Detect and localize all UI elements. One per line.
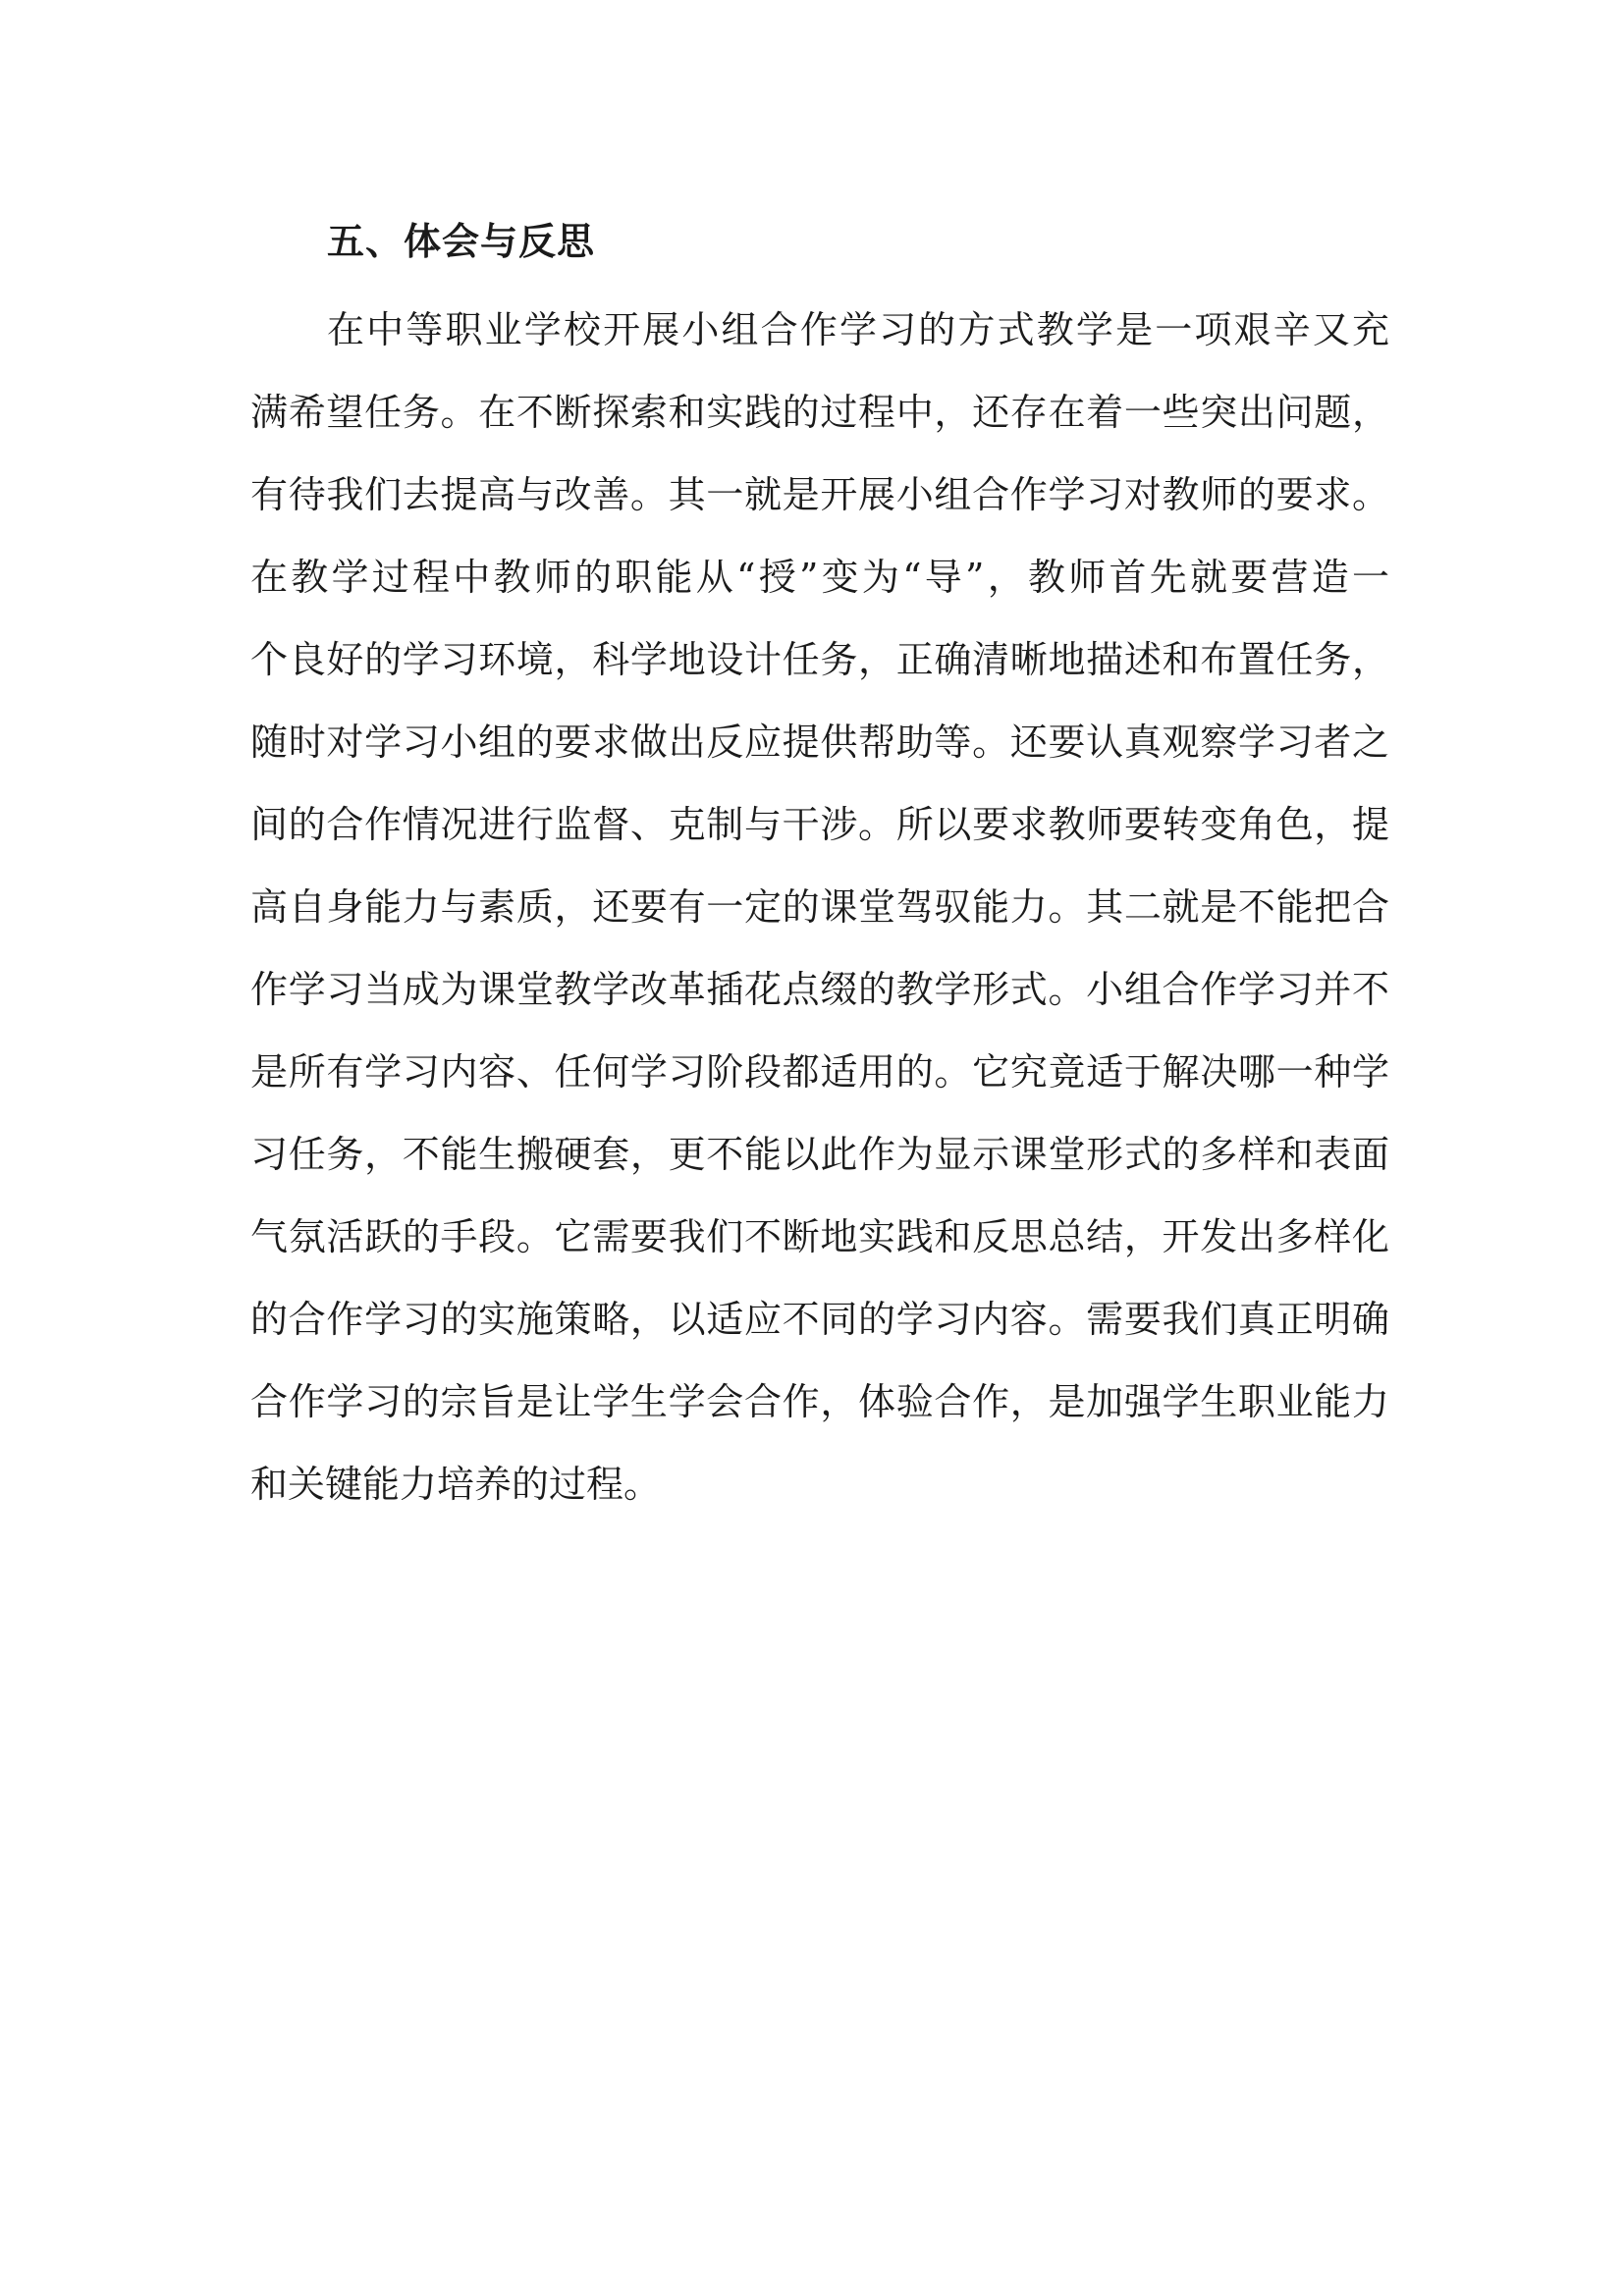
paragraph-line: 个良好的学习环境，科学地设计任务，正确清晰地描述和布置任务， (250, 638, 1389, 681)
paragraph-line: 满希望任务。在不断探索和实践的过程中，还存在着一些突出问题， (250, 391, 1389, 434)
section-heading: 五、体会与反思 (327, 220, 596, 263)
paragraph-line: 间的合作情况进行监督、克制与干涉。所以要求教师要转变角色，提 (250, 803, 1389, 846)
body-paragraph (250, 296, 1389, 1533)
paragraph-line: 在中等职业学校开展小组合作学习的方式教学是一项艰辛又充 (327, 308, 1389, 351)
paragraph-line: 有待我们去提高与改善。其一就是开展小组合作学习对教师的要求。 (250, 473, 1389, 516)
paragraph-line: 作学习当成为课堂教学改革插花点缀的教学形式。小组合作学习并不 (250, 968, 1389, 1011)
paragraph-line: 合作学习的宗旨是让学生学会合作，体验合作，是加强学生职业能力 (250, 1380, 1389, 1423)
paragraph-line: 随时对学习小组的要求做出反应提供帮助等。还要认真观察学习者之 (250, 721, 1389, 764)
paragraph-line: 习任务，不能生搬硬套，更不能以此作为显示课堂形式的多样和表面 (250, 1133, 1389, 1176)
paragraph-line: 和关键能力培养的过程。 (250, 1463, 662, 1506)
paragraph-line: 在教学过程中教师的职能从“授”变为“导”，教师首先就要营造一 (250, 556, 1389, 599)
paragraph-line: 是所有学习内容、任何学习阶段都适用的。它究竟适于解决哪一种学 (250, 1050, 1389, 1094)
paragraph-line: 气氛活跃的手段。它需要我们不断地实践和反思总结，开发出多样化 (250, 1215, 1389, 1258)
paragraph-line: 的合作学习的实施策略，以适应不同的学习内容。需要我们真正明确 (250, 1298, 1389, 1341)
paragraph-line: 高自身能力与素质，还要有一定的课堂驾驭能力。其二就是不能把合 (250, 885, 1389, 929)
